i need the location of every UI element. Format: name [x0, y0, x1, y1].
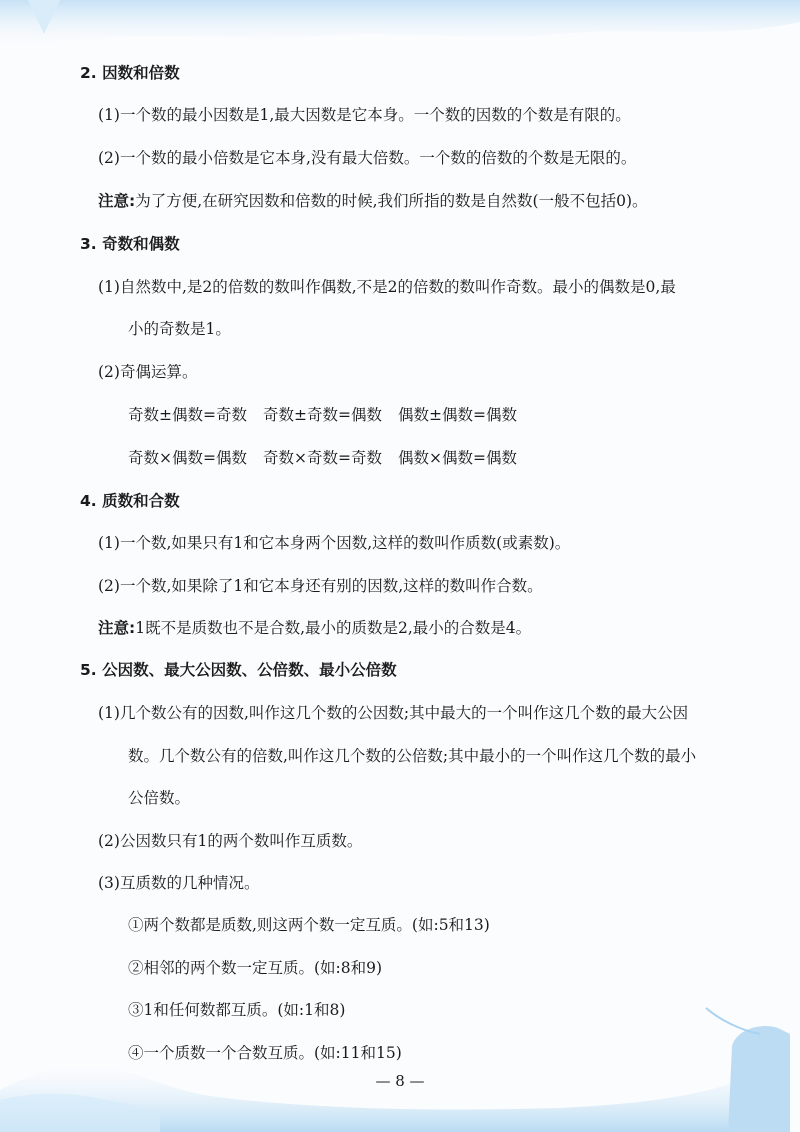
paragraph: (2)一个数的最小倍数是它本身,没有最大倍数。一个数的倍数的个数是无限的。: [98, 149, 637, 167]
list-item: ①两个数都是质数,则这两个数一定互质。(如:5和13): [128, 916, 490, 934]
note-text: 1既不是质数也不是合数,最小的质数是2,最小的合数是4。: [135, 619, 532, 637]
paragraph: (2)奇偶运算。: [98, 363, 198, 381]
formula: 奇数×奇数=奇数: [262, 449, 382, 467]
paragraph: (1)自然数中,是2的倍数的数叫作偶数,不是2的倍数的数叫作奇数。最小的偶数是0,最: [98, 278, 676, 296]
section-heading-odd-even: 3. 奇数和偶数: [80, 235, 180, 253]
section-heading-prime-composite: 4. 质数和合数: [80, 492, 180, 510]
paragraph-continuation: 小的奇数是1。: [128, 320, 231, 338]
paragraph: (3)互质数的几种情况。: [98, 874, 260, 892]
note-paragraph: [98, 190, 648, 212]
paragraph: (1)一个数的最小因数是1,最大因数是它本身。一个数的因数的个数是有限的。: [98, 106, 631, 124]
section-heading-common-factors-multiples: 5. 公因数、最大公因数、公倍数、最小公倍数: [80, 661, 397, 679]
formula: 偶数×偶数=偶数: [397, 449, 517, 467]
page-number: — 8 —: [375, 1072, 425, 1090]
list-item: ④一个质数一个合数互质。(如:11和15): [128, 1044, 402, 1062]
list-item: ③1和任何数都互质。(如:1和8): [128, 1001, 346, 1019]
note-text: 为了方便,在研究因数和倍数的时候,我们所指的数是自然数(一般不包括0)。: [135, 192, 648, 210]
paragraph-continuation: 公倍数。: [128, 789, 191, 807]
note-label: 注意:: [98, 619, 136, 637]
note-label: 注意:: [98, 192, 136, 210]
paragraph-continuation: 数。几个数公有的倍数,叫作这几个数的公倍数;其中最小的一个叫作这几个数的最小: [128, 747, 697, 765]
formula: 奇数±奇数=偶数: [262, 406, 382, 424]
section-heading-factors-multiples: 2. 因数和倍数: [80, 64, 180, 82]
formula: 偶数±偶数=偶数: [397, 406, 517, 424]
paragraph: (1)几个数公有的因数,叫作这几个数的公因数;其中最大的一个叫作这几个数的最大公因: [98, 704, 689, 722]
list-item: ②相邻的两个数一定互质。(如:8和9): [128, 959, 383, 977]
paragraph: (2)公因数只有1的两个数叫作互质数。: [98, 832, 363, 850]
paragraph: (2)一个数,如果除了1和它本身还有别的因数,这样的数叫作合数。: [98, 577, 543, 595]
formula-row: [128, 404, 533, 426]
note-paragraph: [98, 617, 531, 639]
formula: 奇数±偶数=奇数: [128, 406, 247, 424]
formula: 奇数×偶数=偶数: [128, 449, 247, 467]
formula-row: [128, 447, 533, 469]
paragraph: (1)一个数,如果只有1和它本身两个因数,这样的数叫作质数(或素数)。: [98, 534, 571, 552]
